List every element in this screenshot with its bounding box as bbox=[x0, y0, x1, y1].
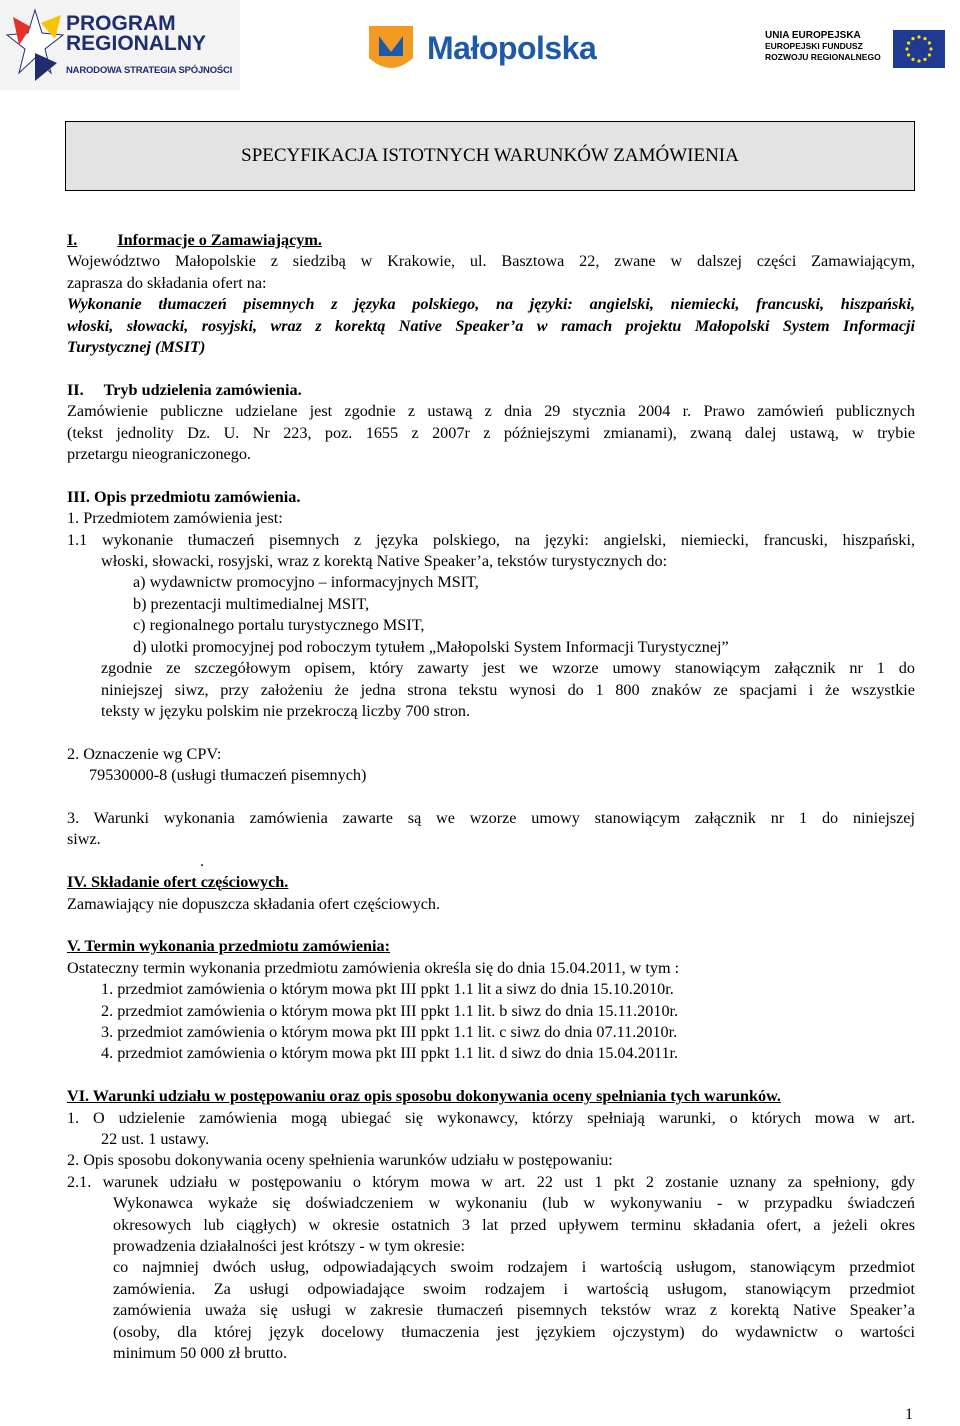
section-1-italic-1: Wykonanie tłumaczeń pisemnych z języka polskiego, na języki: angielski, niemiecki, francuski, hiszpański, bbox=[67, 295, 915, 314]
section-6-p21-4: prowadzenia działalności jest krótszy - w tym okresie: bbox=[113, 1237, 465, 1255]
list-item: 3. przedmiot zamówienia o którym mowa pkt III ppkt 1.1 lit. c siwz do dnia 07.11.2010r. bbox=[101, 1022, 678, 1041]
section-3-zgodnie-3: teksty w języku polskim nie przekroczą liczby 700 stron. bbox=[101, 701, 471, 720]
section-1-heading: I. Informacje o Zamawiającym. bbox=[67, 231, 322, 249]
stray-dot: . bbox=[200, 851, 205, 870]
section-6-p21-7: zamówienia uważa się usługi w zakresie tłumaczeń pisemnych tekstów wraz z korektą Native Speaker’a bbox=[113, 1301, 915, 1320]
section-6-p21-3: okresowych lub ciągłych) w okresie ostatnich 3 lat przed upływem terminu składania ofert, a jeżeli okres bbox=[113, 1215, 915, 1234]
section-2-line-3: przetargu nieograniczonego. bbox=[67, 445, 251, 464]
document-body bbox=[67, 230, 915, 1364]
malopolska-logo bbox=[365, 20, 615, 80]
list-item: d) ulotki promocyjnej pod roboczym tytułem „Małopolski System Informacji Turystycznej” bbox=[133, 637, 729, 656]
eu-fund-text: UNIA EUROPEJSKA EUROPEJSKI FUNDUSZ ROZWOJU REGIONALNEGO bbox=[765, 30, 881, 62]
section-3-zgodnie-1: zgodnie ze szczegółowym opisem, który zawarty jest we wzorze umowy stanowiącym załącznik nr 1 do bbox=[101, 659, 915, 678]
section-3-zgodnie-2: niniejszej siwz, przy założeniu że jedna strona tekstu wynosi do 1 800 znaków ze spacjami i że wszystkie bbox=[101, 680, 915, 699]
list-item: 1. przedmiot zamówienia o którym mowa pkt III ppkt 1.1 lit a siwz do dnia 15.10.2010r. bbox=[101, 980, 674, 999]
section-6-p1b: 22 ust. 1 ustawy. bbox=[101, 1129, 210, 1148]
section-6-p21-8: (osoby, dla której język docelowy tłumaczenia jest językiem ojczystym) do wydawnictw o wartości bbox=[113, 1322, 915, 1341]
document-title: SPECYFIKACJA ISTOTNYCH WARUNKÓW ZAMÓWIENIA bbox=[241, 145, 739, 166]
malopolska-wordmark: Małopolska bbox=[427, 30, 597, 66]
section-6-p21-6: zamówienia. Za usługi odpowiadające swoim rodzajem i wartością usługom, stanowiącym przedmiot bbox=[113, 1279, 915, 1298]
section-4-heading: IV. Składanie ofert częściowych. bbox=[67, 873, 289, 892]
program-regionalny-star-icon bbox=[5, 5, 65, 85]
list-item: 2. przedmiot zamówienia o którym mowa pkt III ppkt 1.1 lit. b siwz do dnia 15.11.2010r. bbox=[101, 1001, 679, 1020]
section-2-line-1: Zamówienie publiczne udzielane jest zgodnie z ustawą z dnia 29 stycznia 2004 r. Prawo zamówień publicznych bbox=[67, 402, 915, 421]
eu-logo bbox=[765, 30, 950, 72]
cpv-label: 2. Oznaczenie wg CPV: bbox=[67, 744, 222, 763]
section-2-heading: II. Tryb udzielenia zamówienia. bbox=[67, 380, 302, 399]
section-6-p1a: 1. O udzielenie zamówienia mogą ubiegać się wykonawcy, którzy spełniają warunki, o których mowa w art. bbox=[67, 1108, 915, 1127]
program-regionalny-subtitle: NARODOWA STRATEGIA SPÓJNOŚCI bbox=[66, 65, 233, 76]
list-item: a) wydawnictw promocyjno – informacyjnych MSIT, bbox=[133, 573, 479, 592]
program-regionalny-wordmark: PROGRAM REGIONALNY bbox=[66, 12, 207, 55]
section-3-line-3: włoski, słowacki, rosyjski, wraz z korektą Native Speaker’a, tekstów turystycznych do: bbox=[101, 552, 668, 571]
section-3-line-1: 1. Przedmiotem zamówienia jest: bbox=[67, 509, 283, 528]
section-5-heading: V. Termin wykonania przedmiotu zamówienia: bbox=[67, 937, 391, 956]
section-6-heading: VI. Warunki udziału w postępowaniu oraz opis sposobu dokonywania oceny spełniania tych warunków. bbox=[67, 1087, 781, 1106]
eu-flag-icon bbox=[893, 30, 945, 68]
section-3-line-2: 1.1 wykonanie tłumaczeń pisemnych z języka polskiego, na języki: angielski, niemiecki, francuski, hiszpański, bbox=[67, 530, 915, 549]
header-logos bbox=[0, 0, 960, 95]
list-item: 4. przedmiot zamówienia o którym mowa pkt III ppkt 1.1 lit. d siwz do dnia 15.04.2011r. bbox=[101, 1044, 679, 1063]
section-4-text: Zamawiający nie dopuszcza składania ofert częściowych. bbox=[67, 894, 441, 913]
section-1-italic-2: włoski, słowacki, rosyjski, wraz z korektą Native Speaker’a w ramach projektu Małopolski System Informacji bbox=[67, 316, 915, 335]
cpv-value: 79530000-8 (usługi tłumaczeń pisemnych) bbox=[89, 766, 367, 785]
list-item: c) regionalnego portalu turystycznego MSIT, bbox=[133, 616, 425, 635]
section-1-italic-3: Turystycznej (MSIT) bbox=[67, 338, 206, 357]
program-regionalny-logo bbox=[0, 0, 240, 90]
section-3-heading: III. Opis przedmiotu zamówienia. bbox=[67, 487, 301, 506]
section-6-p2: 2. Opis sposobu dokonywania oceny spełnienia warunków udziału w postępowaniu: bbox=[67, 1151, 613, 1170]
section-3-warunki-2: siwz. bbox=[67, 830, 101, 849]
section-6-p21-9: minimum 50 000 zł brutto. bbox=[113, 1344, 288, 1363]
malopolska-emblem-icon bbox=[365, 22, 417, 78]
section-2-line-2: (tekst jednolity Dz. U. Nr 223, poz. 1655 z 2007r z późniejszymi zmianami), zwaną dalej ustawą, w trybie bbox=[67, 423, 915, 442]
section-3-warunki-1: 3. Warunki wykonania zamówienia zawarte są we wzorze umowy stanowiącym załącznik nr 1 do niniejszej bbox=[67, 808, 915, 827]
title-box bbox=[65, 121, 915, 191]
page-number: 1 bbox=[905, 1406, 913, 1423]
section-6-p21-2: Wykonawca wykaże się doświadczeniem w wykonaniu (lub w wykonywaniu - w przypadku świadczeń bbox=[113, 1194, 915, 1213]
section-1-line-1: Województwo Małopolskie z siedzibą w Krakowie, ul. Basztowa 22, zwane w dalszej części Zamawiającym, bbox=[67, 252, 915, 271]
section-6-p21-1: 2.1. warunek udziału w postępowaniu o którym mowa w art. 22 ust 1 pkt 2 zostanie uznany za spełniony, gdy bbox=[67, 1172, 915, 1191]
section-1-line-2: zaprasza do składania ofert na: bbox=[67, 273, 267, 292]
section-5-intro: Ostateczny termin wykonania przedmiotu zamówienia określa się do dnia 15.04.2011, w tym : bbox=[67, 958, 680, 977]
list-item: b) prezentacji multimedialnej MSIT, bbox=[133, 594, 370, 613]
section-6-p21-5: co najmniej dwóch usług, odpowiadających swoim rodzajem i wartością usługom, stanowiącym przedmiot bbox=[113, 1258, 915, 1277]
